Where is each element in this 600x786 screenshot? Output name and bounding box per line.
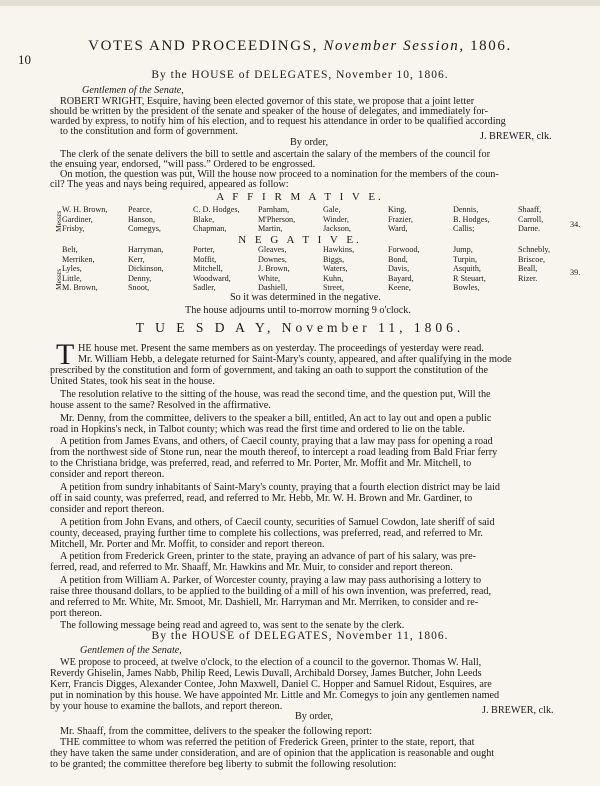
paragraph-line: to the constitution and form of government.: [60, 126, 238, 137]
negative-column: Forwood, Bond, Davis, Bayard, Keene,: [388, 245, 420, 292]
affirmative-column: Dennis, B. Hodges, Callis;: [453, 205, 490, 233]
paragraph-line: to the Christiana bridge, was preferred, read, and referred to Mr. Porter, Mr. Moffit and Mr. Mitchell, to: [50, 458, 472, 469]
affirmative-count: 34.: [570, 220, 581, 229]
running-year: 1806.: [470, 38, 512, 54]
negative-column: Jump, Turpin, Asquith, R Steuart, Bowles,: [453, 245, 486, 292]
affirmative-column: W. H. Brown, Gardiner, Frisby,: [62, 205, 108, 233]
negative-column: Schnebly, Briscoe, Beall, Rizer.: [518, 245, 550, 283]
negative-count: 39.: [570, 268, 581, 277]
paragraph-line: port thereon.: [50, 608, 103, 619]
affirmative-label: A F F I R M A T I V E.: [216, 191, 384, 203]
affirmative-column: Gale, Winder, Jackson,: [323, 205, 351, 233]
paragraph-line: the ensuing year, endorsed, “will pass.” Ordered to be engrossed.: [50, 159, 316, 170]
clerk-signature: J. BREWER, clk.: [482, 705, 554, 716]
affirmative-column: Parnham, M'Pherson, Martin,: [258, 205, 296, 233]
paragraph-line: Mitchell, Mr. Porter and Mr. Moffit, to consider and report thereon.: [50, 539, 325, 550]
paragraph-line: consider and report thereon.: [50, 469, 165, 480]
running-title: VOTES AND PROCEEDINGS,: [88, 38, 318, 54]
affirmative-column: Shaaff, Carroll, Darne.: [518, 205, 544, 233]
paragraph-line: off in said county, was preferred, read, and referred to Mr. Hebb, Mr. W. H. Brown and Mr. Gardiner, to: [50, 493, 473, 504]
paragraph-line: by your house to examine the ballots, and report thereon.: [50, 701, 283, 712]
side-label-negative: Messrs: [54, 268, 63, 290]
paragraph-line: Reverdy Ghiselin, James Nabb, Philip Reed, Lewis Duvall, Archibald Dorsey, James Butcher, John Leeds: [50, 668, 482, 679]
negative-column: Gleaves, Downes, J. Brown, White, Dashiell,: [258, 245, 290, 292]
paragraph-line: A petition from Frederick Green, printer to the state, praying an advance of part of his salary, was pre-: [60, 551, 477, 562]
clerk-signature: J. BREWER, clk.: [480, 131, 552, 142]
salutation-senate: Gentlemen of the Senate,: [82, 85, 184, 96]
paragraph-line: Mr. Denny, from the committee, delivers to the speaker a bill, entitled, An act to lay out and open a public: [60, 413, 492, 424]
page-number: 10: [18, 52, 31, 67]
paragraph-line: United States, took his seat in the house.: [50, 376, 215, 387]
paragraph-line: from the northwest side of Stone run, near the mouth thereof, to intercept a road leading from Bald Friar ferry: [50, 447, 498, 458]
drop-cap: T: [56, 338, 75, 371]
by-order: By order,: [290, 137, 329, 148]
section-heading-nov10: By the HOUSE of DELEGATES, November 10, 1806.: [151, 69, 449, 81]
salutation-senate: Gentlemen of the Senate,: [80, 645, 182, 656]
paragraph-line: A petition from sundry inhabitants of Saint-Mary's county, praying that a fourth election district may be laid: [60, 482, 500, 493]
paragraph-line: A petition from James Evans, and others, of Caecil county, praying that a law may pass for opening a road: [60, 436, 493, 447]
section-heading-nov11: By the HOUSE of DELEGATES, November 11, 1806.: [151, 630, 449, 642]
paragraph-line: county, deceased, praying further time to complete his collections, was preferred, read, and referred to Mr.: [50, 528, 483, 539]
paragraph-line: raise three thousand dollars, to be applied to the building of a mill of his own invention, was preferred, read,: [50, 586, 492, 597]
paragraph-line: The clerk of the senate delivers the bill to settle and ascertain the salary of the members of the council for: [60, 149, 490, 160]
negative-label: N E G A T I V E.: [238, 234, 362, 246]
paragraph-line: On motion, the question was put, Will the house now proceed to a nomination for the members of the coun-: [60, 169, 499, 180]
side-label-affirmative: Messrs: [54, 210, 63, 232]
vote-result: So it was determined in the negative.: [230, 292, 381, 303]
paragraph-line: The resolution relative to the sitting of the house, was read the second time, and the question put, Will the: [60, 389, 491, 400]
paragraph-line: WE propose to proceed, at twelve o'clock, to the election of a council to the governor. Thomas W. Hall,: [60, 657, 482, 668]
paragraph-line: house assent to the same? Resolved in the affirmative.: [50, 400, 271, 411]
paragraph-line: warded by express, to notify him of his election, and to request his attendance in order to be qualified according: [50, 116, 506, 127]
paragraph-line: HE house met. Present the same members as on yesterday. The proceedings of yesterday were read.: [78, 343, 484, 354]
paragraph-line: should be written by the president of the senate and speaker of the house of delegates, and immediately for-: [50, 106, 488, 117]
page-fold-shadow: [0, 0, 600, 6]
paragraph-line: ferred, read, and referred to Mr. Shaaff, Mr. Hawkins and Mr. Muir, to consider and report thereon.: [50, 562, 453, 573]
paragraph-line: road in Hopkins's neck, in Talbot county; which was read the first time and ordered to lie on the table.: [50, 424, 465, 435]
negative-column: Harryman, Kerr, Dickinson, Denny, Snoot,: [128, 245, 164, 292]
paragraph-line: cil? The yeas and nays being required, appeared as follow:: [50, 179, 289, 190]
negative-column: Belt, Merriken, Lyles, Little, M. Brown,: [62, 245, 98, 292]
paragraph-line: ROBERT WRIGHT, Esquire, having been elected governor of this state, we propose that a joint letter: [60, 96, 475, 107]
by-order: By order,: [295, 711, 334, 722]
paragraph-line: to be granted; the committee therefore beg liberty to submit the following resolution:: [50, 759, 397, 770]
paragraph-line: Kerr, Francis Digges, Alexander Contee, John Maxwell, Daniel C. Hopper and Samuel Ridout, Esquires, are: [50, 679, 492, 690]
affirmative-column: King, Frazier, Ward,: [388, 205, 413, 233]
paragraph-line: Mr. William Hebb, a delegate returned for Saint-Mary's county, appeared, and after qualifying in the mode: [78, 354, 512, 365]
running-session: November Session,: [323, 38, 465, 54]
paragraph-line: prescribed by the constitution and form of government, and taking an oath to support the constitution of the: [50, 365, 488, 376]
paragraph-line: A petition from William A. Parker, of Worcester county, praying a law may pass authorising a lottery to: [60, 575, 482, 586]
tuesday-heading: T U E S D A Y, November 11, 1806.: [135, 320, 465, 335]
negative-column: Porter, Moffit, Mitchell, Woodward, Sadler,: [193, 245, 231, 292]
affirmative-column: C. D. Hodges, Blake, Chapman,: [193, 205, 240, 233]
negative-column: Hawkins, Biggs, Waters, Kuhn, Street,: [323, 245, 355, 292]
paragraph-line: consider and report thereon.: [50, 504, 165, 515]
paragraph-line: Mr. Shaaff, from the committee, delivers to the speaker the following report:: [60, 726, 373, 737]
running-header: [0, 38, 600, 55]
paragraph-line: THE committee to whom was referred the petition of Frederick Green, printer to the state, report, that: [60, 737, 475, 748]
paragraph-line: A petition from John Evans, and others, of Caecil county, securities of Samuel Cowdon, late sheriff of said: [60, 517, 495, 528]
paragraph-line: put in nomination by this house. We have appointed Mr. Little and Mr. Comegys to join any gentlemen named: [50, 690, 500, 701]
affirmative-column: Pearce, Hanson, Comegys,: [128, 205, 161, 233]
adjournment-notice: The house adjourns until to-morrow morning 9 o'clock.: [185, 305, 411, 316]
paragraph-line: and referred to Mr. White, Mr. Smoot, Mr. Dashiell, Mr. Harryman and Mr. Merriken, to consider and re-: [50, 597, 479, 608]
paragraph-line: they have taken the same under consideration, and are of opinion that the application is reasonable and ought: [50, 748, 495, 759]
paragraph-line: The following message being read and agreed to, was sent to the senate by the clerk.: [60, 620, 405, 631]
